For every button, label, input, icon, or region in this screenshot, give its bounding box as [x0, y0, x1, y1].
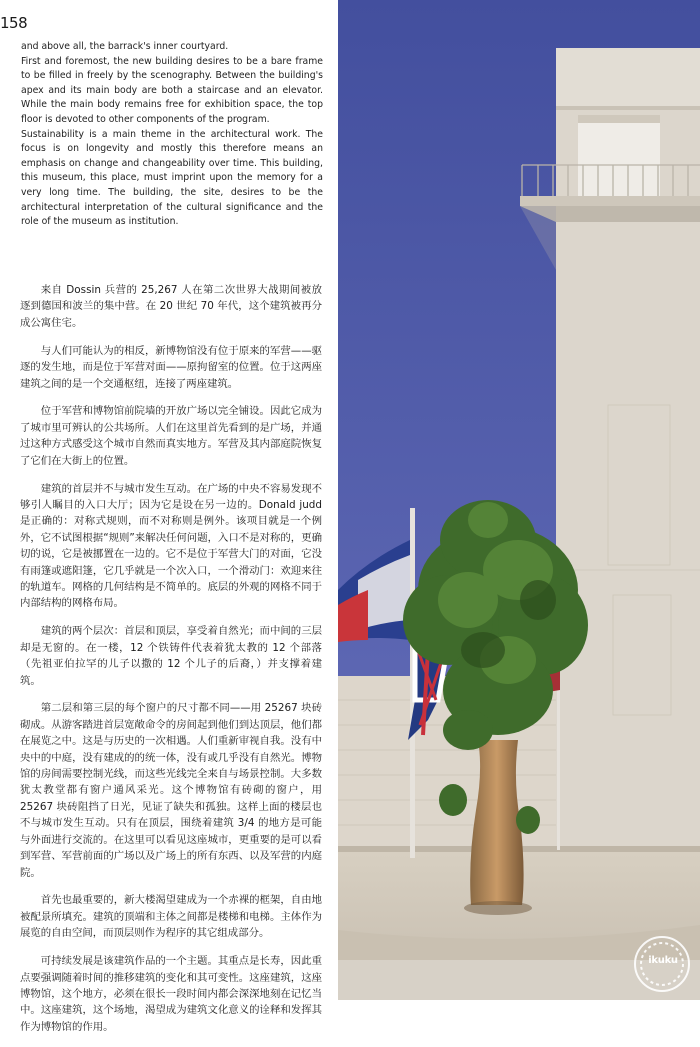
- english-paragraph: and above all, the barrack's inner courtyard.: [21, 41, 229, 52]
- chinese-paragraph: 建筑的两个层次：首层和顶层，享受着自然光；而中间的三层却是无窗的。在一楼，12 个铁铸件代表着犹太教的 12 个部落（先祖亚伯拉罕的儿子以撒的 12 个儿子的后裔，）并支撑着建筑。: [20, 625, 322, 687]
- watermark-text: ikuku: [648, 955, 678, 966]
- chinese-paragraph: 第二层和第三层的每个窗户的尺寸都不同——用 25267 块砖砌成。从游客踏进首层宽敞命令的房间起到他们到达顶层，他们都在展览之中。这是与历史的一次相遇。人们重新审视自我。没有中央中的中庭，没有建成的的统一体，没有或几乎没有自然光。博物馆的房间需要控制光线，而这些光线完全来自与场景控制。大多数犹太教堂都有窗户通风采光。这个博物馆有砖砌的窗户，用 25267 块砖阻挡了日光，见证了缺失和孤独。这样上面的楼层也不与城市发生互动。只有在顶层，围绕着建筑 3/4 的地方是可能与外面进行交流的。在这里可以看见这座城市，更重要的是可以看到军营、军营前面的广场以及广场上的所有东西、以及军营的内庭院。: [20, 702, 322, 879]
- english-paragraph: First and foremost, the new building desires to be a bare frame to be filled in freely by the scenography. Between the building's apex and its main body are both a staircase and an elevator. While the main body remains free for exhibition space, the top floor is devoted to other components of the program.: [21, 55, 323, 125]
- english-text-block: [21, 40, 323, 230]
- chinese-paragraph: 与人们可能认为的相反，新博物馆没有位于原来的军营——驱逐的发生地，而是位于军营对面——原拘留室的位置。位于这两座建筑之间的是一个交通枢纽，连接了两座建筑。: [20, 344, 322, 390]
- chinese-paragraph: 可持续发展是该建筑作品的一个主题。其重点是长寿，因此重点要强调随着时间的推移建筑的变化和其可变性。这座建筑，这座博物馆，这个地方，必须在很长一段时间内都会深深地刻在记忆当中。这座建筑，这个场地，渴望成为建筑文化意义的诠释和发挥其作为博物馆的作用。: [20, 955, 322, 1033]
- text-column: [0, 0, 338, 1033]
- chinese-paragraph: 首先也最重要的，新大楼渴望建成为一个赤裸的框架，自由地被配景所填充。建筑的顶端和主体之间都是楼梯和电梯。主体作为展览的自由空间，而顶层则作为程序的其它组成部分。: [20, 894, 322, 940]
- chinese-text-block: [20, 282, 322, 1047]
- english-paragraph: Sustainability is a main theme in the architectural work. The focus is on longevity and mostly this therefore means an emphasis on change and changeability over time. This building, this museum, this place, must imprint upon the memory for a very long time. The building, the site, desires to be the architectural interpretation of the cultural significance and the role of the museum as institution.: [21, 128, 323, 228]
- page-number: 158: [0, 14, 28, 32]
- chinese-paragraph: 建筑的首层并不与城市发生互动。在广场的中央不容易发现不够引人瞩目的入口大厅；因为它是设在另一边的。Donald judd 是正确的：对称式规则，而不对称则是例外。该项目就是一个例外，它不试图根据“规则”来解决任何问题，入口不是对称的，更确切的说，它是被挪置在一边的。它不是位于军营大门的对面，它没有雨篷或遮阳篷，它几乎就是一个次入口，一个滑动门：欢迎来往的轨道车。网格的几何结构是不简单的。底层的外观的网格不同于内部结构的网格布局。: [20, 482, 322, 610]
- chinese-paragraph: 位于军营和博物馆前院墙的开放广场以完全铺设。因此它成为了城市里可辨认的公共场所。人们在这里首先看到的是广场，并通过这种方式感受这个城市自然而真实地方。军营及其内部庭院恢复了它们在大街上的位置。: [20, 405, 322, 467]
- chinese-paragraph: 来自 Dossin 兵营的 25,267 人在第二次世界大战期间被放逐到德国和波兰的集中营。在 20 世纪 70 年代，这个建筑被再分成公寓住宅。: [20, 284, 322, 329]
- building-photo: [338, 0, 700, 1000]
